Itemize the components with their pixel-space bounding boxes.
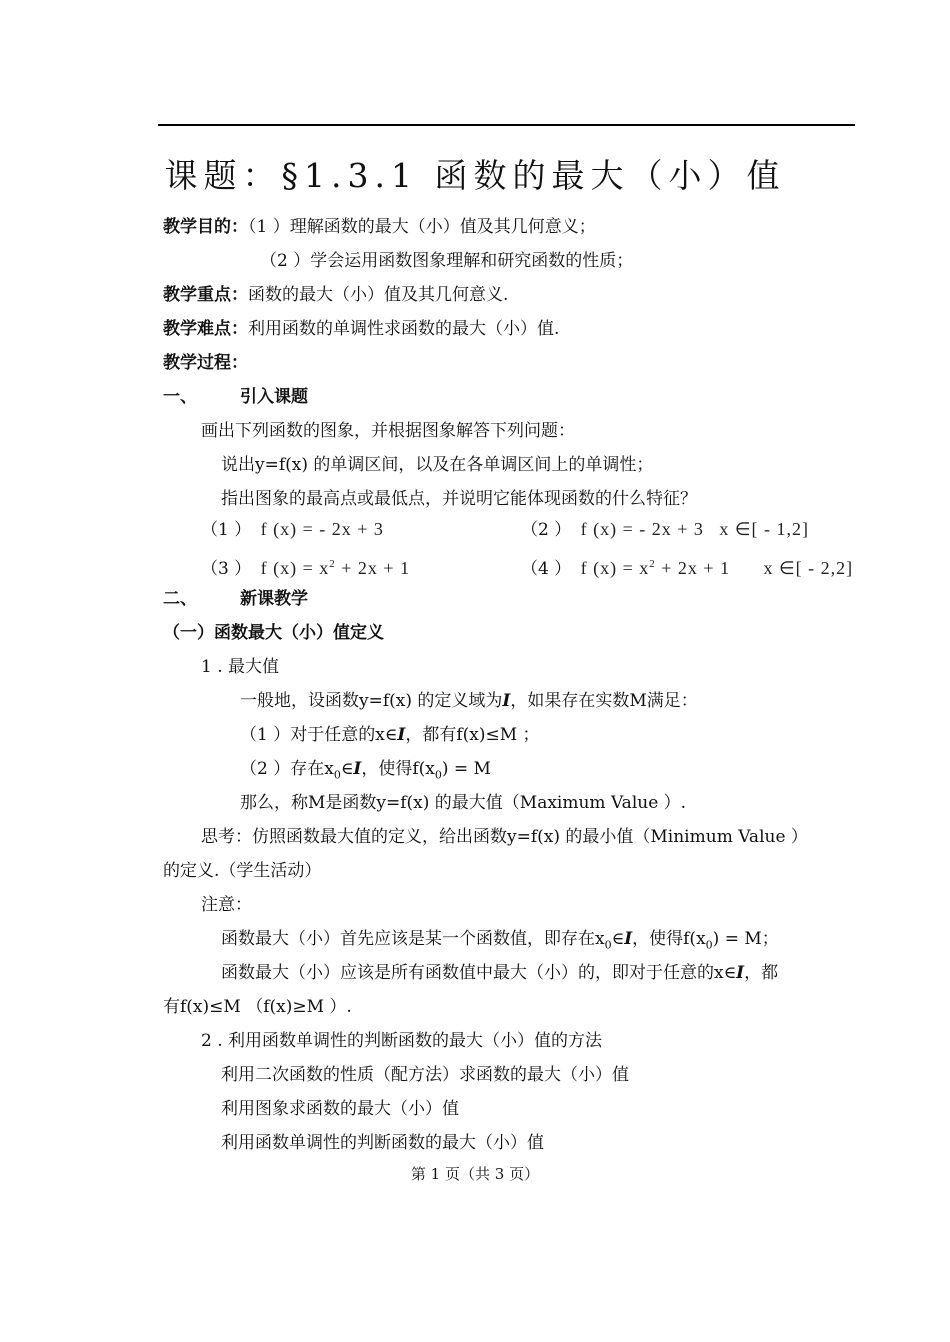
problem-3-exponent: 2 — [329, 558, 336, 570]
method-heading: 2 . 利用函数单调性的判断函数的最大（小）值的方法 — [201, 1031, 603, 1051]
method-1: 利用二次函数的性质（配方法）求函数的最大（小）值 — [221, 1065, 629, 1085]
question-2: 指出图象的最高点或最低点，并说明它能体现函数的什么特征？ — [221, 489, 697, 509]
problem-1 — [201, 517, 384, 542]
problem-3-formula: f $(x) = x^2 + 2x + 1$ — [260, 558, 411, 578]
problem-2-number: （2 ） — [521, 520, 572, 540]
problem-4 — [521, 552, 853, 581]
subsection-1-title: （一）函数最大（小）值定义 — [163, 623, 384, 643]
objective-2: （2 ）学会运用函数图象理解和研究函数的性质； — [260, 251, 634, 271]
key-point-label: 教学重点： — [163, 285, 248, 305]
method-3: 利用函数单调性的判断函数的最大（小）值 — [221, 1133, 544, 1153]
objective-1: （1 ）理解函数的最大（小）值及其几何意义； — [248, 217, 596, 237]
problem-4-formula: f $(x) = x^2 + 2x + 1$ — [580, 558, 731, 578]
difficulty-label: 教学难点： — [163, 319, 248, 339]
problem-2-formula: f (x) = - 2x + 3 — [580, 519, 704, 539]
problem-4-number: （4 ） — [521, 559, 572, 579]
method-2: 利用图象求函数的最大（小）值 — [221, 1099, 459, 1119]
problem-4-exponent: 2 — [649, 558, 656, 570]
section1-intro: 画出下列函数的图象，并根据图象解答下列问题： — [201, 421, 575, 441]
think-line-2: 的定义.（学生活动） — [163, 861, 322, 881]
condition-2: （2 ）存在$x_0\in I$，使得$f(x_0) = M$ — [240, 759, 491, 782]
process-label: 教学过程： — [163, 353, 248, 373]
problem-2 — [521, 517, 809, 542]
page-title: 课题：§1.3.1 函数的最大（小）值 — [164, 156, 786, 195]
difficulty-text: 利用函数的单调性求函数的最大（小）值. — [248, 319, 560, 339]
problem-3-number: （3 ） — [201, 559, 252, 579]
objectives-label: 教学目的： — [163, 217, 248, 237]
domain-symbol: I — [502, 691, 511, 711]
definition-line: 一般地，设函数y=f(x) 的定义域为I，如果存在实数M满足： — [240, 691, 698, 711]
key-point-text: 函数的最大（小）值及其几何意义. — [248, 285, 509, 305]
problem-4-domain: x ∈[ - 2,2] — [763, 558, 854, 578]
difficulty-row — [163, 317, 559, 341]
max-heading: 1 . 最大值 — [201, 657, 280, 677]
section1-number: 一、 — [163, 387, 197, 407]
problem-3 — [201, 552, 410, 581]
think-line-1: 思考：仿照函数最大值的定义，给出函数y=f(x) 的最小值（Minimum Value ） — [201, 827, 808, 847]
page-footer: 第 1 页（共 3 页） — [410, 1165, 540, 1183]
note-2-continued: 有f(x)≤M （f(x)≥M ）. — [163, 997, 352, 1017]
key-point-row — [163, 283, 508, 307]
section1-title: 引入课题 — [240, 387, 308, 407]
header-rule — [158, 124, 855, 126]
problem-1-formula: f (x) = - 2x + 3 — [260, 519, 384, 539]
section2-title: 新课教学 — [240, 589, 308, 609]
note-1: 函数最大（小）首先应该是某一个函数值，即存在$x_0\in I$，使得$f(x_0) = M$； — [221, 929, 779, 952]
objectives-row-1 — [163, 215, 596, 239]
definition-conclusion: 那么，称M是函数y=f(x) 的最大值（Maximum Value ）. — [240, 793, 687, 813]
problem-2-domain: x ∈[ - 1,2] — [719, 519, 809, 539]
question-1: 说出y=f(x) 的单调区间，以及在各单调区间上的单调性； — [221, 455, 654, 475]
section2-number: 二、 — [163, 589, 197, 609]
note-label: 注意： — [201, 895, 252, 915]
note-2: 函数最大（小）应该是所有函数值中最大（小）的，即对于任意的x∈I，都 — [221, 963, 779, 983]
condition-1: （1 ）对于任意的x∈I，都有f(x)≤M ； — [240, 725, 540, 745]
problem-1-number: （1 ） — [201, 520, 252, 540]
